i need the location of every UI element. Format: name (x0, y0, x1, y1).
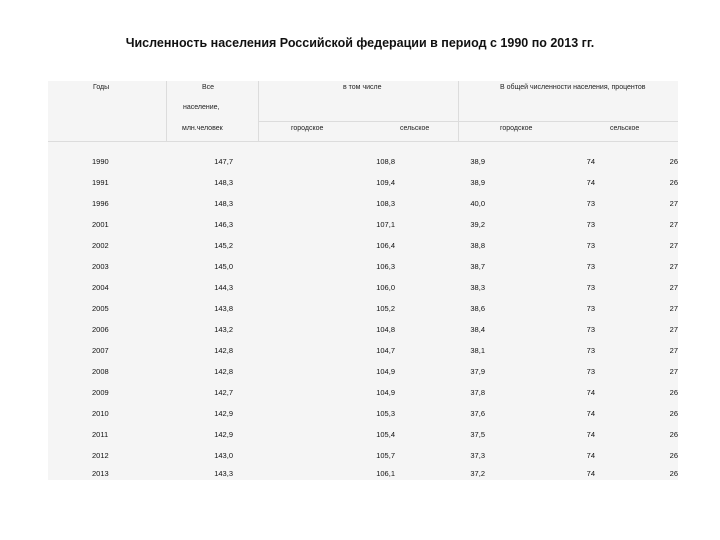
cell-urban: 108,8 (376, 157, 395, 166)
cell-pct-rural: 26 (669, 469, 678, 478)
cell-urban: 104,9 (376, 388, 395, 397)
table-row (48, 214, 678, 235)
cell-urban: 106,4 (376, 241, 395, 250)
cell-pct-urban: 74 (586, 178, 595, 187)
cell-all: 147,7 (214, 157, 233, 166)
cell-year: 2012 (92, 451, 109, 460)
cell-year: 2011 (92, 430, 109, 439)
cell-year: 2004 (92, 283, 109, 292)
header-share: В общей численности населения, процентов (500, 84, 646, 91)
table-row (48, 193, 678, 214)
cell-rural: 37,2 (470, 469, 485, 478)
cell-all: 146,3 (214, 220, 233, 229)
cell-urban: 104,8 (376, 325, 395, 334)
table-row (48, 424, 678, 445)
cell-rural: 37,9 (470, 367, 485, 376)
header-all-line3: млн.человек (182, 125, 223, 132)
cell-year: 2013 (92, 469, 109, 478)
cell-rural: 38,1 (470, 346, 485, 355)
cell-urban: 104,7 (376, 346, 395, 355)
header-share-rural: сельское (610, 125, 640, 132)
cell-rural: 39,2 (470, 220, 485, 229)
cell-urban: 105,4 (376, 430, 395, 439)
cell-year: 2007 (92, 346, 109, 355)
cell-year: 1996 (92, 199, 109, 208)
cell-all: 145,2 (214, 241, 233, 250)
divider (166, 81, 167, 141)
cell-pct-rural: 26 (669, 178, 678, 187)
divider (48, 141, 678, 142)
divider (458, 81, 459, 141)
cell-urban: 105,7 (376, 451, 395, 460)
cell-all: 143,2 (214, 325, 233, 334)
page-title: Численность населения Российской федерации в период с 1990 по 2013 гг. (125, 36, 595, 50)
divider (258, 121, 678, 122)
cell-pct-urban: 73 (586, 367, 595, 376)
cell-urban: 106,0 (376, 283, 395, 292)
cell-year: 2006 (92, 325, 109, 334)
cell-year: 1990 (92, 157, 109, 166)
table-row (48, 235, 678, 256)
header-share-urban: городское (500, 125, 533, 132)
cell-pct-urban: 74 (586, 469, 595, 478)
table-row (48, 340, 678, 361)
cell-pct-urban: 74 (586, 430, 595, 439)
cell-pct-rural: 26 (669, 388, 678, 397)
cell-pct-rural: 27 (669, 346, 678, 355)
table-row (48, 319, 678, 340)
cell-pct-rural: 26 (669, 409, 678, 418)
cell-year: 2008 (92, 367, 109, 376)
cell-urban: 108,3 (376, 199, 395, 208)
cell-year: 2010 (92, 409, 109, 418)
cell-all: 148,3 (214, 178, 233, 187)
cell-pct-rural: 27 (669, 241, 678, 250)
cell-urban: 107,1 (376, 220, 395, 229)
cell-rural: 37,8 (470, 388, 485, 397)
cell-pct-rural: 26 (669, 157, 678, 166)
cell-rural: 38,3 (470, 283, 485, 292)
header-years: Годы (93, 84, 110, 91)
table-row (48, 445, 678, 466)
cell-pct-rural: 27 (669, 304, 678, 313)
table-row (48, 256, 678, 277)
header-all-line1: Все (202, 84, 215, 91)
cell-all: 142,8 (214, 346, 233, 355)
cell-pct-urban: 73 (586, 283, 595, 292)
cell-pct-urban: 73 (586, 262, 595, 271)
cell-all: 143,3 (214, 469, 233, 478)
cell-urban: 104,9 (376, 367, 395, 376)
cell-all: 142,9 (214, 430, 233, 439)
cell-rural: 38,4 (470, 325, 485, 334)
cell-urban: 109,4 (376, 178, 395, 187)
cell-all: 143,0 (214, 451, 233, 460)
cell-pct-urban: 74 (586, 451, 595, 460)
table-row (48, 466, 678, 480)
cell-rural: 37,3 (470, 451, 485, 460)
cell-pct-rural: 27 (669, 262, 678, 271)
divider (258, 81, 259, 141)
cell-rural: 38,7 (470, 262, 485, 271)
cell-pct-urban: 73 (586, 241, 595, 250)
population-table (48, 81, 678, 480)
cell-all: 142,9 (214, 409, 233, 418)
cell-pct-rural: 27 (669, 367, 678, 376)
cell-year: 2001 (92, 220, 109, 229)
cell-pct-urban: 74 (586, 409, 595, 418)
cell-all: 148,3 (214, 199, 233, 208)
cell-all: 142,8 (214, 367, 233, 376)
cell-rural: 37,5 (470, 430, 485, 439)
cell-pct-rural: 26 (669, 430, 678, 439)
table-row (48, 298, 678, 319)
cell-all: 144,3 (214, 283, 233, 292)
cell-rural: 38,6 (470, 304, 485, 313)
cell-pct-urban: 74 (586, 388, 595, 397)
cell-pct-urban: 73 (586, 220, 595, 229)
cell-pct-urban: 74 (586, 157, 595, 166)
cell-pct-urban: 73 (586, 304, 595, 313)
cell-pct-rural: 27 (669, 283, 678, 292)
cell-rural: 38,8 (470, 241, 485, 250)
cell-pct-rural: 27 (669, 199, 678, 208)
cell-rural: 38,9 (470, 157, 485, 166)
cell-pct-rural: 26 (669, 451, 678, 460)
cell-pct-urban: 73 (586, 325, 595, 334)
cell-year: 2009 (92, 388, 109, 397)
cell-all: 145,0 (214, 262, 233, 271)
header-rural: сельское (400, 125, 430, 132)
cell-rural: 37,6 (470, 409, 485, 418)
header-including: в том числе (343, 84, 382, 91)
cell-urban: 105,3 (376, 409, 395, 418)
table-row (48, 172, 678, 193)
cell-all: 143,8 (214, 304, 233, 313)
cell-pct-urban: 73 (586, 346, 595, 355)
cell-urban: 105,2 (376, 304, 395, 313)
table-row (48, 361, 678, 382)
cell-rural: 38,9 (470, 178, 485, 187)
cell-urban: 106,3 (376, 262, 395, 271)
cell-year: 1991 (92, 178, 109, 187)
cell-all: 142,7 (214, 388, 233, 397)
cell-urban: 106,1 (376, 469, 395, 478)
table-row (48, 277, 678, 298)
cell-pct-urban: 73 (586, 199, 595, 208)
table-row (48, 382, 678, 403)
header-all-line2: население, (183, 104, 220, 111)
cell-year: 2005 (92, 304, 109, 313)
table-row (48, 403, 678, 424)
header-urban: городское (291, 125, 324, 132)
cell-pct-rural: 27 (669, 220, 678, 229)
cell-rural: 40,0 (470, 199, 485, 208)
cell-year: 2003 (92, 262, 109, 271)
table-row (48, 151, 678, 172)
cell-year: 2002 (92, 241, 109, 250)
cell-pct-rural: 27 (669, 325, 678, 334)
